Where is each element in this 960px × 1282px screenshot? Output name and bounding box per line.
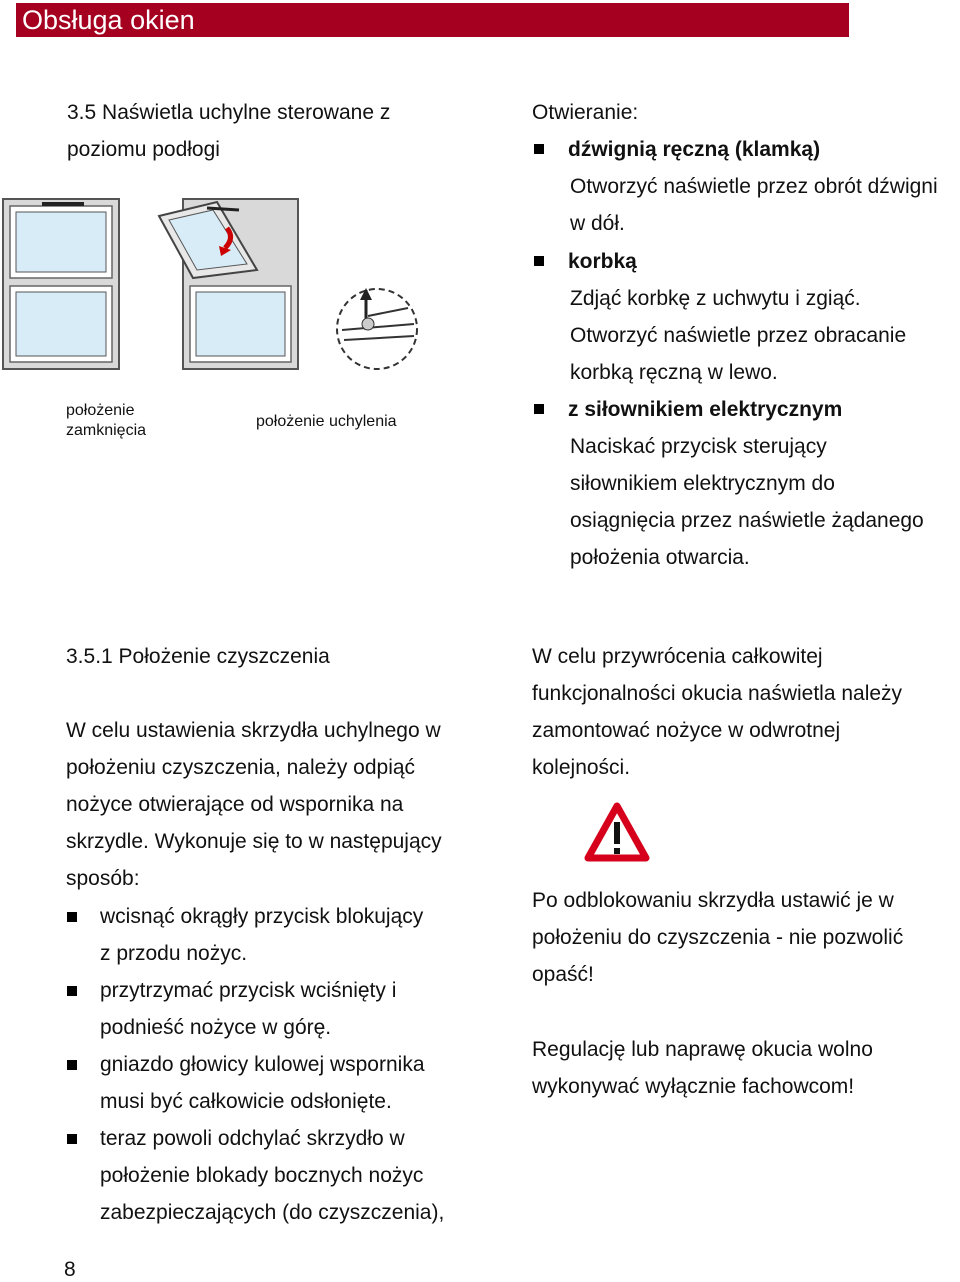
- header-bar: [16, 3, 849, 37]
- item2-title: korbką: [568, 250, 637, 273]
- step1: [100, 898, 423, 972]
- step3-line2: musi być całkowicie odsłonięte.: [100, 1090, 392, 1113]
- step4: [100, 1120, 444, 1231]
- item2-text: [570, 280, 906, 391]
- scissor-detail-illustration: [334, 286, 420, 372]
- step1-line1: wcisnąć okrągły przycisk blokujący: [100, 905, 424, 928]
- step1-line2: z przodu nożyc.: [100, 942, 248, 965]
- warning-paragraph: [532, 882, 903, 993]
- item2-line1: Zdjąć korbkę z uchwytu i zgiąć.: [570, 287, 861, 310]
- step3: [100, 1046, 425, 1120]
- caption-tilt: położenie uchylenia: [256, 413, 397, 430]
- restore-paragraph: [532, 638, 902, 786]
- cleaning-line3: nożyce otwierające od wspornika na: [66, 793, 404, 816]
- step4-line2: położenie blokady bocznych nożyc: [100, 1164, 424, 1187]
- item1-line2: w dół.: [570, 212, 625, 235]
- bullet-icon: [534, 404, 544, 414]
- item2-line3: korbką ręczną w lewo.: [570, 361, 778, 384]
- section-heading-line1: 3.5 Naświetla uchylne sterowane z: [67, 101, 391, 124]
- bullet-icon: [534, 144, 544, 154]
- restore-line2: funkcjonalności okucia naświetla należy: [532, 682, 903, 705]
- repair-line2: wykonywać wyłącznie fachowcom!: [532, 1075, 855, 1098]
- section-heading: [67, 94, 390, 168]
- window-tilt-illustration: [157, 198, 302, 370]
- step2-line1: przytrzymać przycisk wciśnięty i: [100, 979, 397, 1002]
- item1-text: [570, 168, 938, 242]
- step2-line2: podnieść nożyce w górę.: [100, 1016, 332, 1039]
- opening-section: [532, 94, 960, 131]
- page-title: Obsługa okien: [22, 5, 195, 35]
- item3-text: [570, 428, 924, 576]
- caption-closed-line1: położenie: [66, 402, 135, 419]
- cleaning-line2: położeniu czyszczenia, należy odpiąć: [66, 756, 416, 779]
- bullet-icon: [534, 256, 544, 266]
- step3-line1: gniazdo głowicy kulowej wspornika: [100, 1053, 425, 1076]
- cleaning-line4: skrzydle. Wykonuje się to w następujący: [66, 830, 442, 853]
- item1-title: dźwignią ręczną (klamką): [568, 138, 821, 161]
- section-heading-line2: poziomu podłogi: [67, 138, 220, 161]
- repair-line1: Regulację lub naprawę okucia wolno: [532, 1038, 873, 1061]
- warning-line1: Po odblokowaniu skrzydła ustawić je w: [532, 889, 894, 912]
- restore-line4: kolejności.: [532, 756, 631, 779]
- item3-line1: Naciskać przycisk sterujący: [570, 435, 827, 458]
- warning-line2: położeniu do czyszczenia - nie pozwolić: [532, 926, 904, 949]
- opening-heading: Otwieranie:: [532, 101, 639, 124]
- repair-paragraph: [532, 1031, 873, 1105]
- warning-line3: opaść!: [532, 963, 594, 986]
- restore-line1: W celu przywrócenia całkowitej: [532, 645, 823, 668]
- cleaning-heading: 3.5.1 Położenie czyszczenia: [66, 645, 330, 668]
- bullet-icon: [67, 1060, 77, 1070]
- cleaning-line5: sposób:: [66, 867, 140, 890]
- item1-line1: Otworzyć naświetle przez obrót dźwigni: [570, 175, 938, 198]
- caption-closed-line2: zamknięcia: [66, 422, 147, 439]
- item3-line3: osiągnięcia przez naświetle żądanego: [570, 509, 924, 532]
- item3-title: z siłownikiem elektrycznym: [568, 398, 843, 421]
- item3-line4: położenia otwarcia.: [570, 546, 750, 569]
- restore-line3: zamontować nożyce w odwrotnej: [532, 719, 841, 742]
- bullet-icon: [67, 912, 77, 922]
- page-number: 8: [64, 1258, 76, 1281]
- step4-line1: teraz powoli odchylać skrzydło w: [100, 1127, 405, 1150]
- warning-triangle-icon: [584, 800, 650, 862]
- window-closed-illustration: [2, 198, 120, 370]
- step4-line3: zabezpieczających (do czyszczenia),: [100, 1201, 445, 1224]
- cleaning-line1: W celu ustawienia skrzydła uchylnego w: [66, 719, 441, 742]
- bullet-icon: [67, 986, 77, 996]
- item2-line2: Otworzyć naświetle przez obracanie: [570, 324, 907, 347]
- item3-line2: siłownikiem elektrycznym do: [570, 472, 835, 495]
- cleaning-paragraph: [66, 712, 442, 897]
- step2: [100, 972, 396, 1046]
- caption-closed: [66, 401, 146, 441]
- bullet-icon: [67, 1134, 77, 1144]
